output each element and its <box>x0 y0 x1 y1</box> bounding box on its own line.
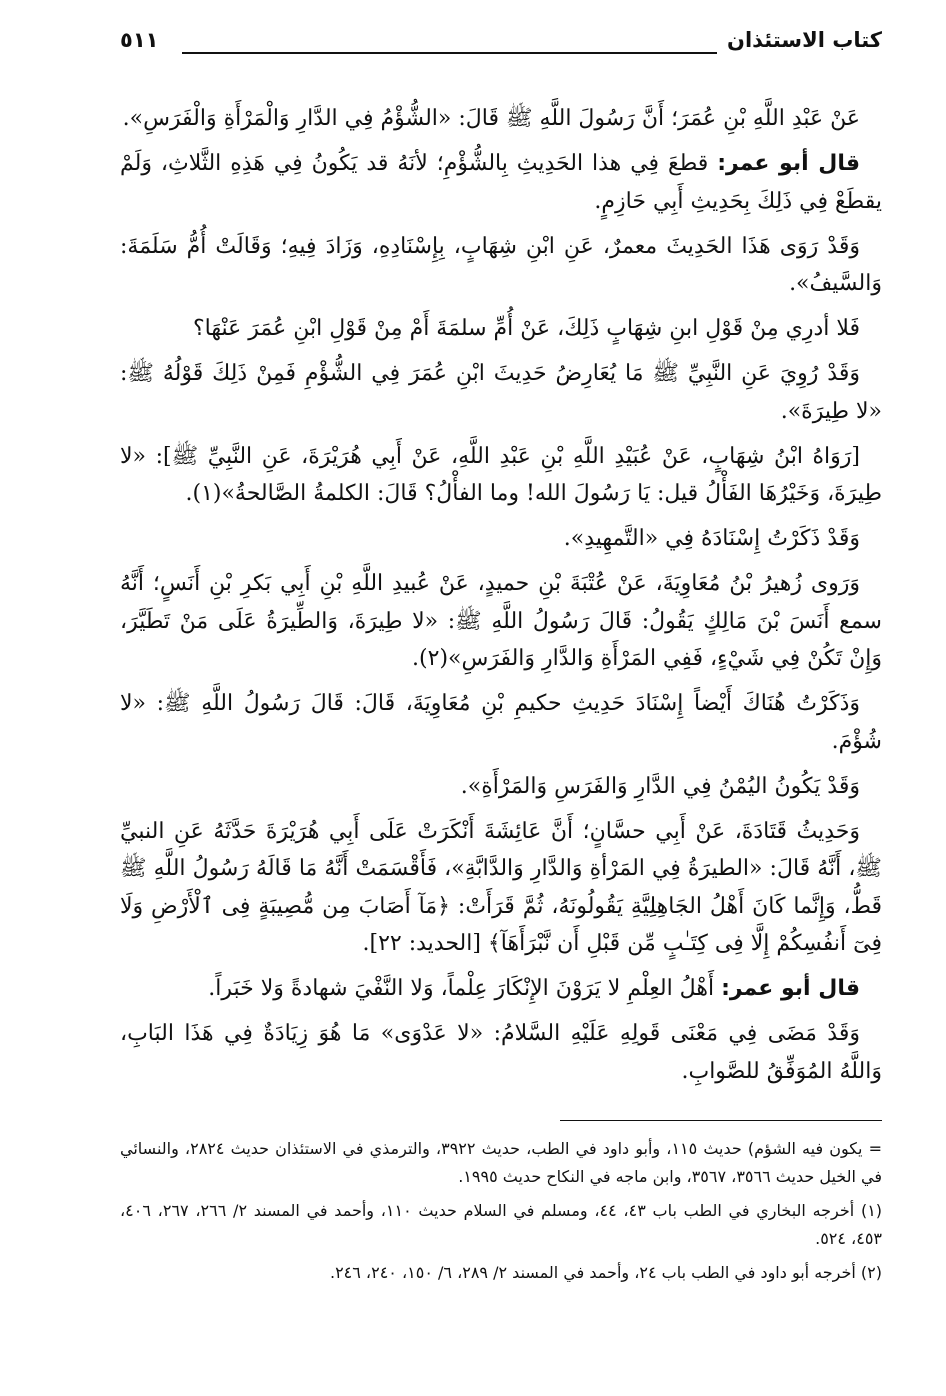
chapter-title: كتاب الاستئذان <box>727 28 882 52</box>
footnote: (٢) أخرجه أبو داود في الطب باب ٢٤، وأحمد في المسند ٢/ ٢٨٩، ٦/ ١٥٠، ٢٤٠، ٢٤٦. <box>329 1263 882 1282</box>
body-text <box>120 100 882 1090</box>
paragraph: وَقَدْ رُوِيَ عَنِ النَّبِيِّ ﷺ مَا يُعَارِضُ حَدِيثَ ابْنِ عُمَرَ فِي الشُّؤْمِ فَمِنْ ذَلِكَ قَوْلُهُ ﷺ: «لا طِيرَةَ». <box>120 361 882 424</box>
paragraph: وَرَوى زُهيرُ بْنُ مُعَاوِيَةَ، عَنْ عُتْبَةَ بْنِ حميدٍ، عَنْ عُبيدِ اللَّهِ بْنِ أَبِي بَكرِ بْنِ أَنَسٍ؛ أَنَّهُ سمع أَنَسَ بْنَ مَالِكٍ يَقُولُ: قَالَ رَسُولُ اللَّهِ ﷺ: «لا طِيرَةَ، وَالطِّيرَةُ عَلَى مَنْ تَطَيَّرَ، وَإِنْ تَكُنْ فِي شَيْءٍ، فَفِي المَرْأَةِ وَالدَّارِ وَالفَرَسِ»(٢). <box>120 571 882 671</box>
paragraph: عَنْ عَبْدِ اللَّهِ بْنِ عُمَرَ؛ أَنَّ رَسُولَ اللَّهِ ﷺ قَالَ: «الشُّؤْمُ فِي الدَّارِ وَالْمَرْأَةِ وَالْفَرَسِ». <box>122 106 860 131</box>
footnote-separator <box>560 1120 882 1121</box>
page-number: ٥١١ <box>120 28 159 52</box>
paragraph: وَحَدِيثُ قَتَادَةَ، عَنْ أَبِي حسَّانٍ؛ أَنَّ عَائِشَةَ أَنْكَرَتْ عَلَى أَبِي هُرَيْرَةَ حَدَّثَهُ عَنِ النبيِّ ﷺ، أَنَّهُ قَالَ: «الطيرَةُ فِي المَرْأةِ وَالدَّارِ وَالدَّابَّةِ»، فَأَقْسَمَتْ أَنَّهُ مَا قَالَهُ رَسُولُ اللَّهِ ﷺ قَطُّ، وَإِنَّما كَانَ أَهْلُ الجَاهِلِيَّةِ يَقُولُونَهُ، ثُمَّ قَرَأَتْ: ﴿مَآ أَصَابَ مِن مُّصِيبَةٍ فِى ٱلْأَرْضِ وَلَا فِىٓ أَنفُسِكُمْ إِلَّا فِى كِتَـٰبٍ مِّن قَبْلِ أَن نَّبْرَأَهَآ﴾ [الحديد: ٢٢]. <box>120 818 882 956</box>
paragraph <box>120 970 882 1008</box>
speaker-label: قال أبو عمر: <box>717 151 861 176</box>
footnotes <box>120 1135 882 1287</box>
speaker-label: قال أبو عمر: <box>721 976 860 1001</box>
paragraph <box>120 145 882 220</box>
paragraph: فَلا أدرِي مِنْ قَوْلِ ابنِ شِهَابٍ ذَلِكَ، عَنْ أُمِّ سلمَةَ أَمْ مِنْ قَوْلِ ابْنِ عُمَرَ عَنْهَا؟ <box>192 316 860 341</box>
footnote: = يكون فيه الشؤم) حديث ١١٥، وأبو داود في الطب، حديث ٣٩٢٢، والترمذي في الاستئذان حديث ٢٨٢٤، والنسائي في الخيل حديث ٣٥٦٦، ٣٥٦٧، وابن ماجه في النكاح حديث ١٩٩٥. <box>120 1139 883 1186</box>
paragraph-text: أَهْلُ العِلْمِ لا يَرَوْنَ الإِنْكَارَ عِلْماً، وَلا النَّفْيَ شهادةً وَلا خَبَراً. <box>208 976 715 1001</box>
paragraph: وَذَكَرْتُ هُنَاكَ أَيْضاً إِسْنَادَ حَدِيثِ حكيمِ بْنِ مُعَاوِيَةَ، قَالَ: قَالَ رَسُولُ اللَّهِ ﷺ: «لا شُؤْمَ. <box>120 691 882 754</box>
document-page <box>120 28 882 1293</box>
paragraph: وَقَدْ مَضَى فِي مَعْنَى قَولِهِ عَلَيْهِ السَّلامُ: «لا عَدْوَى» مَا هُوَ زِيَادَةٌ فِي هَذَا البَابِ، وَاللَّهُ المُوَفِّقُ للصَّوابِ. <box>120 1021 882 1084</box>
footnote: (١) أخرجه البخاري في الطب باب ٤٣، ٤٤، ومسلم في السلام حديث ١١٠، وأحمد في المسند ٢/ ٢٦٦، ٢٦٧، ٤٠٦، ٤٥٣، ٥٢٤. <box>120 1201 883 1248</box>
paragraph: وَقَدْ ذَكَرْتُ إِسْنَادَهُ فِي «التَّمهِيدِ». <box>563 526 860 551</box>
paragraph: وَقَدْ يَكُونُ اليُمْنُ فِي الدَّارِ وَالفَرَسِ وَالمَرْأَةِ». <box>460 773 860 799</box>
paragraph-text: قطعَ فِي هذا الحَدِيثِ بِالشُّؤْمِ؛ لأنَهُ قد يَكُونُ فِي هَذِهِ الثَّلاثِ، وَلَمْ يقطَعْ فِي ذَلِكَ بِحَدِيثِ أَبِي حَازِمٍ. <box>120 151 882 214</box>
header-rule <box>182 52 717 54</box>
paragraph: وَقَدْ رَوَى هَذَا الحَدِيثَ معمرٌ، عَنِ ابْنِ شِهَابٍ، بِإِسْنَادِهِ، وَزَادَ فِيهِ؛ وَقَالَتْ أُمُّ سَلَمَةَ: وَالسَّيفُ». <box>120 233 882 296</box>
paragraph: [رَوَاهُ ابْنُ شِهَابٍ، عَنْ عُبَيْدِ اللَّهِ بْنِ عَبْدِ اللَّهِ، عَنْ أَبِي هُرَيْرَةَ، عَنِ النَّبِيِّ ﷺ]: «لا طِيرَةَ، وَخَيْرُهَا الفَأْلُ قيل: يَا رَسُولَ الله! وما الفأْلُ؟ قَالَ: الكلمةُ الصَّالحةُ»(١). <box>120 443 882 506</box>
page-header <box>120 28 882 62</box>
